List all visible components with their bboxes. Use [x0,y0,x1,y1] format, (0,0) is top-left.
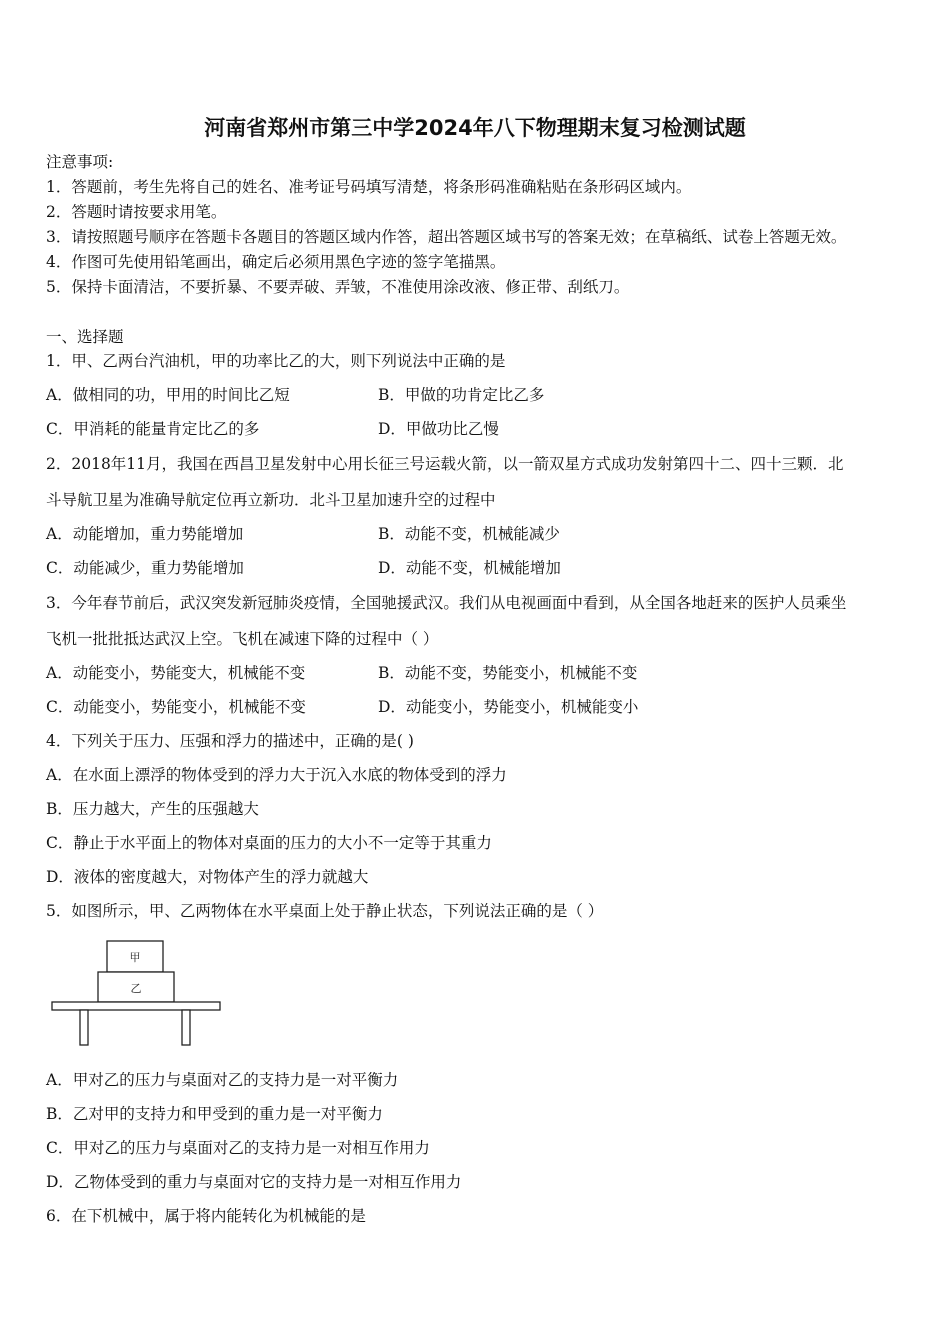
option-c: C．甲对乙的压力与桌面对乙的支持力是一对相互作用力 [46,1139,430,1157]
option-b: B．乙对甲的支持力和甲受到的重力是一对平衡力 [46,1105,383,1123]
option-a: A．动能增加，重力势能增加 [46,525,244,543]
option-c: C．甲消耗的能量肯定比乙的多 [46,420,260,438]
option-a: A．动能变小，势能变大，机械能不变 [46,664,306,682]
blocks-on-table-figure [50,935,225,1050]
option-b: B．甲做的功肯定比乙多 [378,386,545,404]
option-a: A．甲对乙的压力与桌面对乙的支持力是一对平衡力 [46,1071,399,1089]
notice-item: 5．保持卡面清洁，不要折暴、不要弄破、弄皱，不准使用涂改液、修正带、刮纸刀。 [46,278,630,296]
block-yi-label: 乙 [130,982,142,995]
option-a: A．在水面上漂浮的物体受到的浮力大于沉入水底的物体受到的浮力 [46,766,507,784]
notice-heading: 注意事项: [46,153,114,171]
question-stem: 3．今年春节前后，武汉突发新冠肺炎疫情，全国驰援武汉。我们从电视画面中看到，从全国各地赶来的医护人员乘坐 [46,594,847,612]
notice-item: 2．答题时请按要求用笔。 [46,203,227,221]
exam-title: 河南省郑州市第三中学2024年八下物理期末复习检测试题 [204,116,746,140]
option-b: B．动能不变，机械能减少 [378,525,560,543]
option-d: D．动能变小，势能变小，机械能变小 [378,698,639,716]
option-c: C．静止于水平面上的物体对桌面的压力的大小不一定等于其重力 [46,834,492,852]
question-stem: 5．如图所示，甲、乙两物体在水平桌面上处于静止状态，下列说法正确的是（ ） [46,902,604,920]
block-jia-label: 甲 [129,951,141,964]
option-d: D．液体的密度越大，对物体产生的浮力就越大 [46,868,369,886]
question-stem: 6．在下机械中，属于将内能转化为机械能的是 [46,1207,366,1225]
option-b: B．压力越大，产生的压强越大 [46,800,259,818]
question-stem: 4．下列关于压力、压强和浮力的描述中，正确的是( ) [46,732,414,750]
question-stem: 2．2018年11月，我国在西昌卫星发射中心用长征三号运载火箭，以一箭双星方式成功发射第四十二、四十三颗．北 [46,455,844,473]
option-d: D．动能不变，机械能增加 [378,559,561,577]
option-d: D．甲做功比乙慢 [378,420,499,438]
notice-item: 1．答题前，考生先将自己的姓名、准考证号码填写清楚，将条形码准确粘贴在条形码区域内。 [46,178,692,196]
option-c: C．动能变小，势能变小，机械能不变 [46,698,306,716]
option-d: D．乙物体受到的重力与桌面对它的支持力是一对相互作用力 [46,1173,462,1191]
option-a: A．做相同的功，甲用的时间比乙短 [46,386,290,404]
table-leg-right [182,1010,190,1045]
option-b: B．动能不变，势能变小，机械能不变 [378,664,638,682]
section-heading: 一、选择题 [46,328,124,346]
table-top [52,1002,220,1010]
question-stem: 飞机一批批抵达武汉上空。飞机在减速下降的过程中（ ） [46,630,439,648]
option-c: C．动能减少，重力势能增加 [46,559,244,577]
notice-item: 3．请按照题号顺序在答题卡各题目的答题区域内作答，超出答题区域书写的答案无效；在草稿纸、试卷上答题无效。 [46,228,847,246]
table-leg-left [80,1010,88,1045]
notice-item: 4．作图可先使用铅笔画出，确定后必须用黑色字迹的签字笔描黑。 [46,253,506,271]
question-stem: 1．甲、乙两台汽油机，甲的功率比乙的大，则下列说法中正确的是 [46,352,506,370]
question-stem: 斗导航卫星为准确导航定位再立新功．北斗卫星加速升空的过程中 [46,491,496,509]
